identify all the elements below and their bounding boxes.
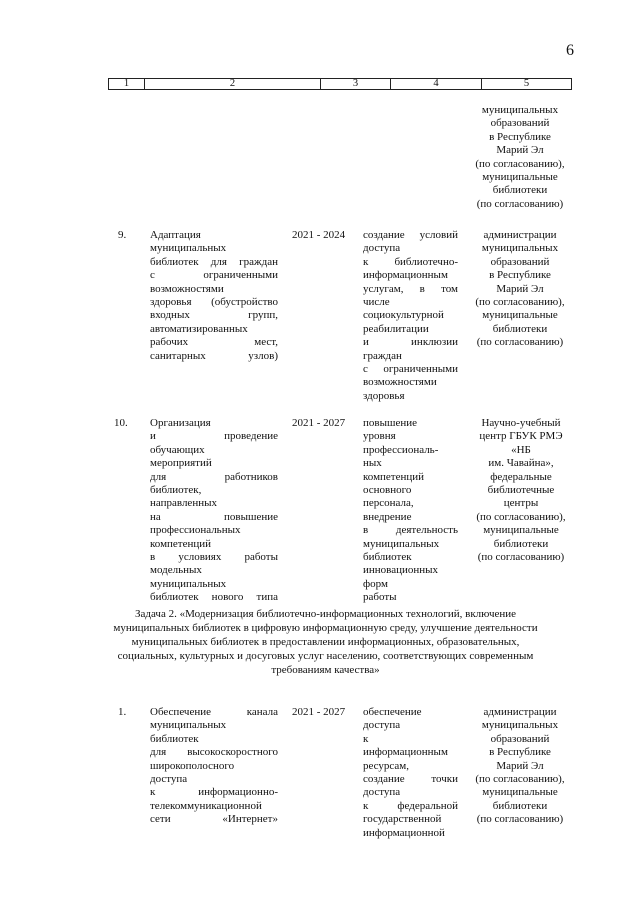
text-line: библиотеки xyxy=(492,322,548,335)
text-line: библиотечные xyxy=(487,484,555,497)
text-line: образований xyxy=(490,255,550,268)
text-line: работы xyxy=(363,591,397,604)
text-line: социальных, культурных и досуговых услуг населению, соответствующих современным xyxy=(117,650,534,662)
expected-result xyxy=(363,229,458,403)
text-line: информационной xyxy=(363,826,445,839)
text-line: в деятельность xyxy=(363,524,458,537)
text-line: для работников xyxy=(150,470,278,483)
text-line: к федеральной xyxy=(363,799,458,812)
measure-name xyxy=(150,417,278,605)
text-line: на повышение xyxy=(150,510,278,523)
text-line: библиотеки xyxy=(492,799,548,812)
column-header: 2 xyxy=(145,79,321,89)
text-line: мероприятий xyxy=(150,457,212,470)
text-line: муниципальные xyxy=(482,171,558,184)
text-line: услугам, в том xyxy=(363,282,458,295)
text-line: муниципальных xyxy=(150,242,227,255)
text-line: муниципальных библиотек в предоставлении информационных, образовательных, xyxy=(131,636,520,648)
text-line: доступа xyxy=(363,786,401,799)
text-line: инновационных xyxy=(363,564,439,577)
text-line: создание условий xyxy=(363,229,458,241)
row-number: 9. xyxy=(118,229,127,241)
text-line: в Республике xyxy=(489,269,551,282)
column-header: 5 xyxy=(523,78,530,89)
text-line: муниципальных библиотек в цифровую информационную среду, улучшение деятельности xyxy=(113,622,538,634)
text-line: (по согласованию), xyxy=(475,773,565,786)
period: 2021 - 2027 xyxy=(292,706,346,718)
column-header: 4 xyxy=(391,79,482,89)
period: 2021 - 2024 xyxy=(292,229,346,241)
text-line: центр ГБУК РМЭ xyxy=(479,430,563,443)
text-line: муниципальных xyxy=(481,719,559,732)
text-line: (по согласованию) xyxy=(476,197,564,210)
text-line: (по согласованию), xyxy=(475,157,565,170)
text-line: доступа xyxy=(363,242,401,255)
text-line: Адаптация xyxy=(150,229,201,241)
column-header-row xyxy=(108,78,572,90)
text-line: широкополосного xyxy=(150,759,235,772)
text-line: профессиональных xyxy=(150,524,241,537)
text-line: муниципальных xyxy=(150,577,227,590)
text-line: рабочих мест, xyxy=(150,336,278,349)
task-2-heading xyxy=(78,607,573,677)
text-line: образований xyxy=(490,117,550,130)
text-line: им. Чавайна», xyxy=(488,457,554,470)
column-header: 3 xyxy=(321,79,391,89)
text-line: к xyxy=(363,732,369,745)
text-line: и инклюзии xyxy=(363,336,458,349)
text-line: библиотек для граждан xyxy=(150,255,278,268)
text-line: администрации xyxy=(483,229,557,241)
text-line: санитарных узлов) xyxy=(150,349,278,362)
text-line: федеральные xyxy=(490,470,552,483)
text-line: информационным xyxy=(363,746,448,759)
text-line: возможностями xyxy=(150,282,224,295)
text-line: информационным xyxy=(363,269,448,282)
measure-name xyxy=(150,706,278,827)
text-line: компетенций xyxy=(363,470,425,483)
text-line: библиотеки xyxy=(493,537,549,550)
executor-continuation xyxy=(465,104,575,211)
page-number: 6 xyxy=(566,42,574,59)
text-line: в Республике xyxy=(489,130,551,143)
text-line: числе xyxy=(363,296,390,309)
text-line: ных xyxy=(363,457,382,470)
text-line: муниципальных xyxy=(150,719,227,732)
text-line: (по согласованию), xyxy=(476,510,566,523)
text-line: сети «Интернет» xyxy=(150,813,278,826)
row-number: 1. xyxy=(118,706,127,718)
text-line: к информационно- xyxy=(150,786,278,799)
text-line: государственной xyxy=(363,813,442,826)
text-line: внедрение xyxy=(363,510,412,523)
text-line: здоровья (обустройство xyxy=(150,296,278,309)
text-line: в Республике xyxy=(489,746,551,759)
text-line: с ограниченными xyxy=(150,269,278,282)
text-line: для высокоскоростного xyxy=(150,746,278,759)
text-line: (по согласованию), xyxy=(475,296,565,309)
column-header: 1 xyxy=(109,79,145,89)
text-line: реабилитации xyxy=(363,322,429,335)
text-line: библиотек нового типа xyxy=(150,591,278,604)
text-line: в условиях работы xyxy=(150,551,278,564)
text-line: администрации xyxy=(483,706,557,718)
text-line: муниципальные xyxy=(482,786,558,799)
text-line: уровня xyxy=(363,430,396,443)
text-line: обеспечение xyxy=(363,706,422,718)
row-number: 10. xyxy=(114,417,128,429)
text-line: основного xyxy=(363,484,412,497)
text-line: профессиональ- xyxy=(363,443,439,456)
text-line: к библиотечно- xyxy=(363,255,458,268)
text-line: персонала, xyxy=(363,497,414,510)
text-line: ресурсам, xyxy=(363,759,410,772)
text-line: входных групп, xyxy=(150,309,278,322)
expected-result xyxy=(363,417,458,605)
text-line: библиотеки xyxy=(492,184,548,197)
text-line: муниципальные xyxy=(483,524,559,537)
text-line: муниципальных xyxy=(481,104,559,116)
text-line: «НБ xyxy=(511,443,531,456)
period: 2021 - 2027 xyxy=(292,417,346,429)
text-line: обучающих xyxy=(150,443,205,456)
measure-name xyxy=(150,229,278,363)
text-line: Марий Эл xyxy=(496,759,544,772)
text-line: создание точки xyxy=(363,773,458,786)
text-line: и проведение xyxy=(150,430,278,443)
text-line: (по согласованию) xyxy=(476,336,564,349)
text-line: Задача 2. «Модернизация библиотечно-информационных технологий, включение xyxy=(134,608,517,620)
text-line: Марий Эл xyxy=(496,144,544,157)
text-line: библиотек xyxy=(150,732,199,745)
executor xyxy=(470,706,570,827)
text-line: социокультурной xyxy=(363,309,444,322)
text-line: муниципальных xyxy=(481,242,559,255)
text-line: здоровья xyxy=(363,389,405,402)
text-line: автоматизированных xyxy=(150,322,248,335)
expected-result xyxy=(363,706,458,840)
text-line: направленных xyxy=(150,497,217,510)
text-line: возможностями xyxy=(363,376,437,389)
text-line: с ограниченными xyxy=(363,363,458,376)
text-line: муниципальных xyxy=(363,537,440,550)
text-line: доступа xyxy=(150,773,188,786)
text-line: повышение xyxy=(363,417,417,429)
executor xyxy=(470,229,570,350)
executor xyxy=(470,417,572,564)
text-line: модельных xyxy=(150,564,202,577)
text-line: компетенций xyxy=(150,537,212,550)
text-line: Марий Эл xyxy=(496,282,544,295)
text-line: (по согласованию) xyxy=(477,551,565,564)
text-line: муниципальные xyxy=(482,309,558,322)
text-line: Организация xyxy=(150,417,211,429)
text-line: центры xyxy=(503,497,539,510)
text-line: телекоммуникационной xyxy=(150,799,262,812)
text-line: Научно-учебный xyxy=(481,417,561,429)
text-line: Обеспечение канала xyxy=(150,706,278,718)
text-line: библиотек xyxy=(363,551,412,564)
text-line: требованиям качества» xyxy=(271,664,380,676)
text-line: форм xyxy=(363,577,388,590)
text-line: библиотек, xyxy=(150,484,202,497)
text-line: образований xyxy=(490,732,550,745)
text-line: граждан xyxy=(363,349,402,362)
text-line: (по согласованию) xyxy=(476,813,564,826)
text-line: доступа xyxy=(363,719,401,732)
